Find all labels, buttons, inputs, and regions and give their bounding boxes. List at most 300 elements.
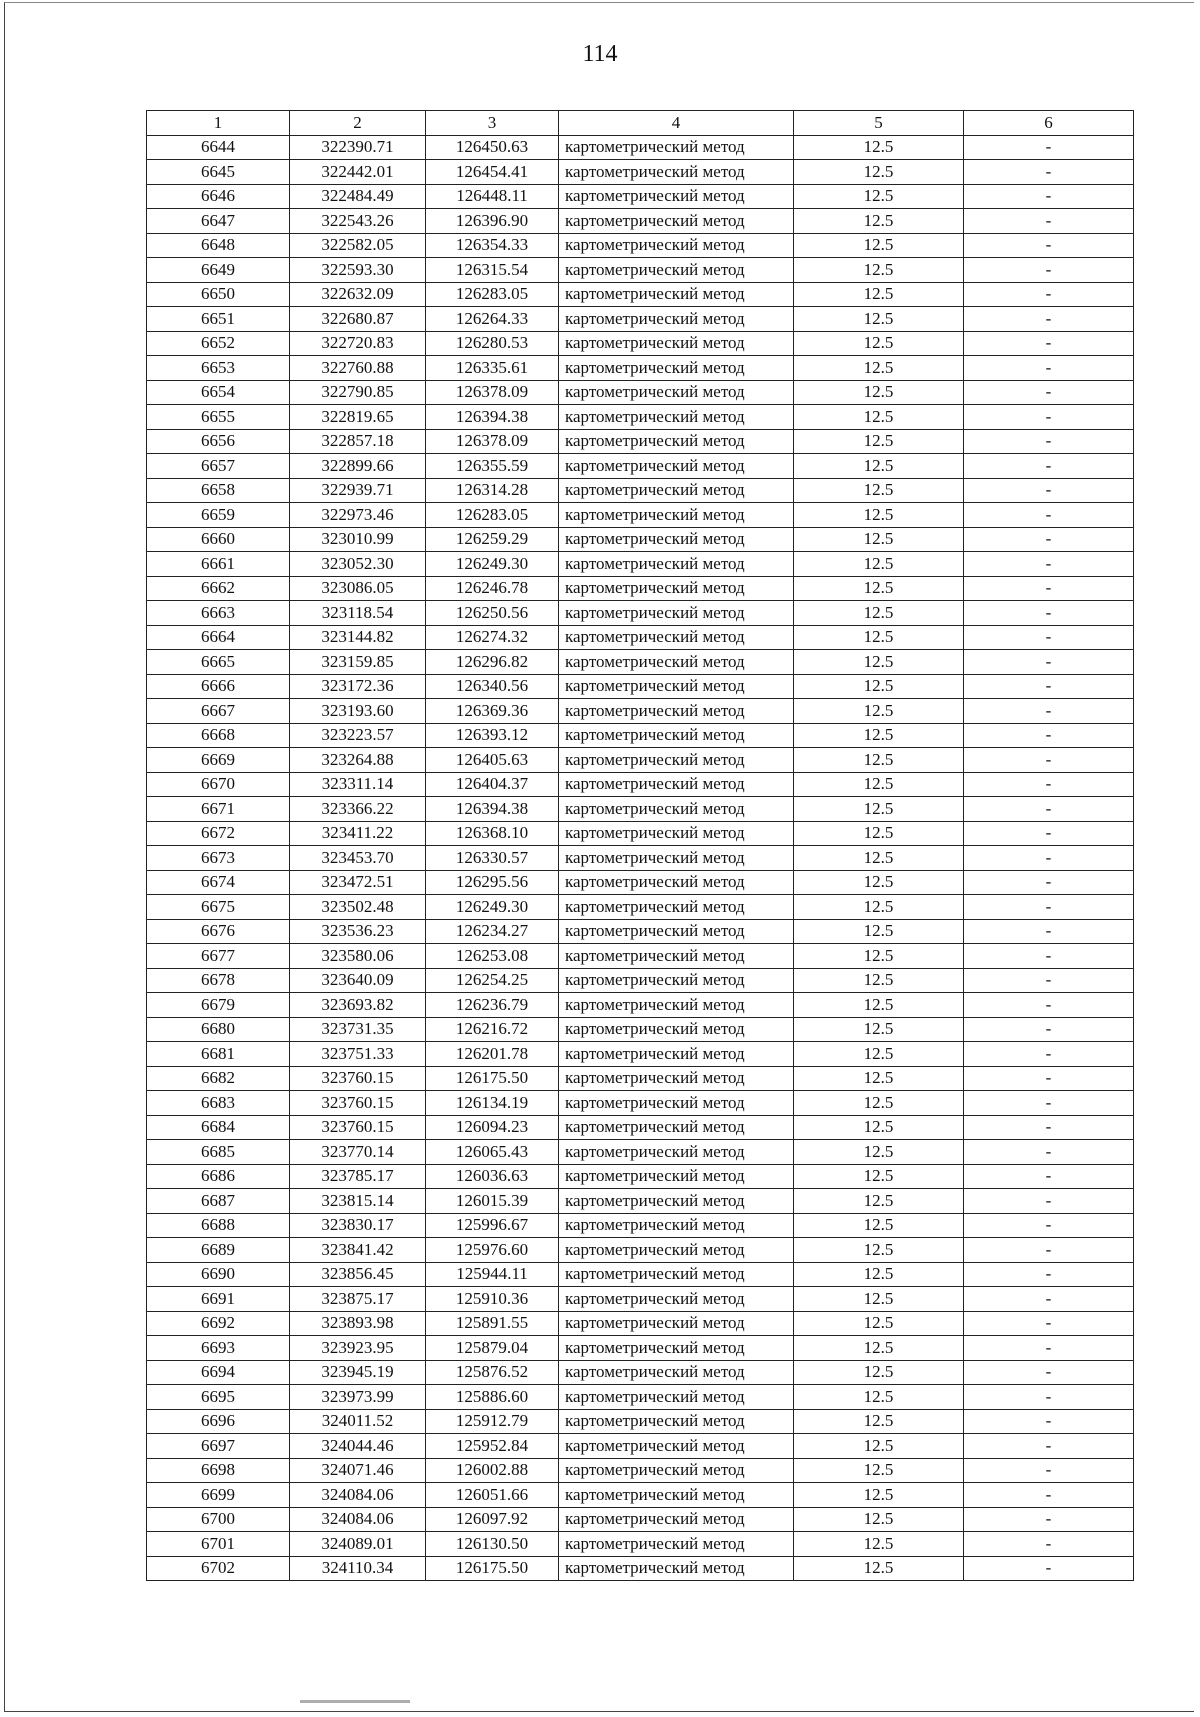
cell-y-coordinate: 126394.38	[426, 405, 559, 430]
cell-method: картометрический метод	[559, 576, 794, 601]
cell-x-coordinate: 322390.71	[290, 135, 426, 160]
cell-note: -	[964, 429, 1134, 454]
table-row	[147, 993, 1134, 1018]
cell-method: картометрический метод	[559, 944, 794, 969]
cell-method: картометрический метод	[559, 1507, 794, 1532]
cell-accuracy: 12.5	[794, 772, 964, 797]
cell-accuracy: 12.5	[794, 258, 964, 283]
cell-point-number: 6667	[147, 699, 290, 724]
cell-x-coordinate: 322442.01	[290, 160, 426, 185]
cell-y-coordinate: 126249.30	[426, 552, 559, 577]
table-row	[147, 1458, 1134, 1483]
cell-x-coordinate: 323875.17	[290, 1287, 426, 1312]
coordinates-table	[146, 110, 1134, 1581]
cell-point-number: 6668	[147, 723, 290, 748]
cell-accuracy: 12.5	[794, 1532, 964, 1557]
cell-y-coordinate: 126134.19	[426, 1091, 559, 1116]
table-body	[147, 135, 1134, 1581]
cell-method: картометрический метод	[559, 1336, 794, 1361]
cell-point-number: 6681	[147, 1042, 290, 1067]
cell-method: картометрический метод	[559, 1091, 794, 1116]
cell-method: картометрический метод	[559, 625, 794, 650]
table-row	[147, 527, 1134, 552]
cell-point-number: 6702	[147, 1556, 290, 1581]
table-row	[147, 1311, 1134, 1336]
column-header-2: 2	[290, 111, 426, 136]
cell-note: -	[964, 1262, 1134, 1287]
table-row	[147, 1115, 1134, 1140]
cell-accuracy: 12.5	[794, 135, 964, 160]
cell-x-coordinate: 323366.22	[290, 797, 426, 822]
cell-method: картометрический метод	[559, 405, 794, 430]
cell-note: -	[964, 895, 1134, 920]
cell-note: -	[964, 1115, 1134, 1140]
cell-y-coordinate: 126335.61	[426, 356, 559, 381]
cell-y-coordinate: 126234.27	[426, 919, 559, 944]
cell-note: -	[964, 478, 1134, 503]
table-row	[147, 821, 1134, 846]
cell-y-coordinate: 126254.25	[426, 968, 559, 993]
cell-y-coordinate: 125891.55	[426, 1311, 559, 1336]
cell-y-coordinate: 125944.11	[426, 1262, 559, 1287]
cell-accuracy: 12.5	[794, 356, 964, 381]
cell-point-number: 6654	[147, 380, 290, 405]
cell-note: -	[964, 625, 1134, 650]
cell-note: -	[964, 1434, 1134, 1459]
cell-note: -	[964, 968, 1134, 993]
cell-method: картометрический метод	[559, 772, 794, 797]
cell-x-coordinate: 323311.14	[290, 772, 426, 797]
cell-point-number: 6670	[147, 772, 290, 797]
cell-point-number: 6683	[147, 1091, 290, 1116]
cell-x-coordinate: 323472.51	[290, 870, 426, 895]
cell-method: картометрический метод	[559, 503, 794, 528]
table-row	[147, 356, 1134, 381]
table-row	[147, 1360, 1134, 1385]
cell-accuracy: 12.5	[794, 846, 964, 871]
cell-method: картометрический метод	[559, 674, 794, 699]
cell-accuracy: 12.5	[794, 1042, 964, 1067]
cell-y-coordinate: 125886.60	[426, 1385, 559, 1410]
cell-method: картометрический метод	[559, 919, 794, 944]
cell-point-number: 6696	[147, 1409, 290, 1434]
cell-x-coordinate: 323411.22	[290, 821, 426, 846]
cell-accuracy: 12.5	[794, 699, 964, 724]
table-row	[147, 184, 1134, 209]
cell-note: -	[964, 772, 1134, 797]
cell-y-coordinate: 126404.37	[426, 772, 559, 797]
cell-accuracy: 12.5	[794, 601, 964, 626]
cell-note: -	[964, 1532, 1134, 1557]
cell-accuracy: 12.5	[794, 1066, 964, 1091]
cell-x-coordinate: 323785.17	[290, 1164, 426, 1189]
cell-method: картометрический метод	[559, 821, 794, 846]
cell-y-coordinate: 126354.33	[426, 233, 559, 258]
cell-note: -	[964, 1066, 1134, 1091]
table-row	[147, 1066, 1134, 1091]
cell-point-number: 6644	[147, 135, 290, 160]
table-row	[147, 209, 1134, 234]
table-row	[147, 503, 1134, 528]
cell-accuracy: 12.5	[794, 1213, 964, 1238]
cell-y-coordinate: 126274.32	[426, 625, 559, 650]
cell-note: -	[964, 1287, 1134, 1312]
cell-x-coordinate: 324089.01	[290, 1532, 426, 1557]
cell-method: картометрический метод	[559, 1115, 794, 1140]
cell-y-coordinate: 126378.09	[426, 380, 559, 405]
cell-method: картометрический метод	[559, 356, 794, 381]
table-row	[147, 1262, 1134, 1287]
cell-point-number: 6645	[147, 160, 290, 185]
cell-y-coordinate: 126051.66	[426, 1483, 559, 1508]
cell-method: картометрический метод	[559, 478, 794, 503]
cell-x-coordinate: 322720.83	[290, 331, 426, 356]
cell-note: -	[964, 1483, 1134, 1508]
cell-y-coordinate: 126378.09	[426, 429, 559, 454]
cell-accuracy: 12.5	[794, 331, 964, 356]
cell-note: -	[964, 1213, 1134, 1238]
cell-y-coordinate: 126246.78	[426, 576, 559, 601]
table-row	[147, 405, 1134, 430]
cell-note: -	[964, 1360, 1134, 1385]
table-row	[147, 748, 1134, 773]
cell-point-number: 6689	[147, 1238, 290, 1263]
cell-note: -	[964, 797, 1134, 822]
cell-x-coordinate: 322857.18	[290, 429, 426, 454]
cell-x-coordinate: 322582.05	[290, 233, 426, 258]
cell-point-number: 6698	[147, 1458, 290, 1483]
cell-note: -	[964, 454, 1134, 479]
cell-x-coordinate: 323223.57	[290, 723, 426, 748]
cell-y-coordinate: 126097.92	[426, 1507, 559, 1532]
cell-method: картометрический метод	[559, 1532, 794, 1557]
table-row	[147, 674, 1134, 699]
cell-x-coordinate: 323893.98	[290, 1311, 426, 1336]
cell-point-number: 6653	[147, 356, 290, 381]
cell-x-coordinate: 324044.46	[290, 1434, 426, 1459]
cell-x-coordinate: 324084.06	[290, 1507, 426, 1532]
cell-y-coordinate: 126396.90	[426, 209, 559, 234]
cell-method: картометрический метод	[559, 209, 794, 234]
cell-accuracy: 12.5	[794, 1483, 964, 1508]
cell-note: -	[964, 1385, 1134, 1410]
cell-accuracy: 12.5	[794, 968, 964, 993]
cell-method: картометрический метод	[559, 1066, 794, 1091]
table-row	[147, 650, 1134, 675]
table-row	[147, 1189, 1134, 1214]
cell-point-number: 6646	[147, 184, 290, 209]
cell-accuracy: 12.5	[794, 454, 964, 479]
cell-accuracy: 12.5	[794, 307, 964, 332]
cell-point-number: 6680	[147, 1017, 290, 1042]
cell-point-number: 6694	[147, 1360, 290, 1385]
cell-y-coordinate: 126394.38	[426, 797, 559, 822]
cell-x-coordinate: 323760.15	[290, 1066, 426, 1091]
table-row	[147, 1238, 1134, 1263]
cell-point-number: 6661	[147, 552, 290, 577]
cell-accuracy: 12.5	[794, 1140, 964, 1165]
cell-note: -	[964, 282, 1134, 307]
cell-y-coordinate: 126296.82	[426, 650, 559, 675]
cell-point-number: 6697	[147, 1434, 290, 1459]
cell-point-number: 6671	[147, 797, 290, 822]
cell-y-coordinate: 125912.79	[426, 1409, 559, 1434]
cell-accuracy: 12.5	[794, 429, 964, 454]
cell-point-number: 6672	[147, 821, 290, 846]
cell-x-coordinate: 322819.65	[290, 405, 426, 430]
cell-accuracy: 12.5	[794, 919, 964, 944]
table-row	[147, 944, 1134, 969]
cell-method: картометрический метод	[559, 1042, 794, 1067]
cell-y-coordinate: 126236.79	[426, 993, 559, 1018]
cell-x-coordinate: 323172.36	[290, 674, 426, 699]
table-row	[147, 478, 1134, 503]
cell-method: картометрический метод	[559, 527, 794, 552]
table-row	[147, 1483, 1134, 1508]
cell-accuracy: 12.5	[794, 405, 964, 430]
cell-point-number: 6650	[147, 282, 290, 307]
cell-x-coordinate: 323144.82	[290, 625, 426, 650]
cell-y-coordinate: 126280.53	[426, 331, 559, 356]
cell-note: -	[964, 576, 1134, 601]
cell-accuracy: 12.5	[794, 1262, 964, 1287]
cell-method: картометрический метод	[559, 601, 794, 626]
cell-note: -	[964, 160, 1134, 185]
cell-note: -	[964, 1189, 1134, 1214]
cell-accuracy: 12.5	[794, 1164, 964, 1189]
cell-method: картометрический метод	[559, 846, 794, 871]
cell-method: картометрический метод	[559, 1262, 794, 1287]
cell-y-coordinate: 126002.88	[426, 1458, 559, 1483]
cell-accuracy: 12.5	[794, 1434, 964, 1459]
cell-method: картометрический метод	[559, 1458, 794, 1483]
cell-accuracy: 12.5	[794, 527, 964, 552]
cell-point-number: 6686	[147, 1164, 290, 1189]
cell-point-number: 6688	[147, 1213, 290, 1238]
cell-x-coordinate: 324110.34	[290, 1556, 426, 1581]
cell-note: -	[964, 1336, 1134, 1361]
cell-accuracy: 12.5	[794, 944, 964, 969]
cell-accuracy: 12.5	[794, 674, 964, 699]
cell-y-coordinate: 125876.52	[426, 1360, 559, 1385]
cell-method: картометрический метод	[559, 968, 794, 993]
cell-accuracy: 12.5	[794, 552, 964, 577]
cell-note: -	[964, 699, 1134, 724]
cell-accuracy: 12.5	[794, 625, 964, 650]
cell-x-coordinate: 323580.06	[290, 944, 426, 969]
table-row	[147, 625, 1134, 650]
cell-method: картометрический метод	[559, 307, 794, 332]
cell-method: картометрический метод	[559, 1385, 794, 1410]
cell-y-coordinate: 126283.05	[426, 282, 559, 307]
cell-accuracy: 12.5	[794, 478, 964, 503]
cell-point-number: 6692	[147, 1311, 290, 1336]
cell-y-coordinate: 126175.50	[426, 1066, 559, 1091]
cell-note: -	[964, 919, 1134, 944]
cell-note: -	[964, 184, 1134, 209]
cell-x-coordinate: 323945.19	[290, 1360, 426, 1385]
cell-point-number: 6652	[147, 331, 290, 356]
table-row	[147, 380, 1134, 405]
cell-note: -	[964, 258, 1134, 283]
cell-method: картометрический метод	[559, 1556, 794, 1581]
cell-accuracy: 12.5	[794, 1091, 964, 1116]
cell-y-coordinate: 125952.84	[426, 1434, 559, 1459]
cell-note: -	[964, 380, 1134, 405]
cell-method: картометрический метод	[559, 1483, 794, 1508]
cell-y-coordinate: 126250.56	[426, 601, 559, 626]
column-header-3: 3	[426, 111, 559, 136]
cell-method: картометрический метод	[559, 282, 794, 307]
cell-note: -	[964, 1311, 1134, 1336]
table-row	[147, 1409, 1134, 1434]
cell-point-number: 6678	[147, 968, 290, 993]
cell-method: картометрический метод	[559, 160, 794, 185]
cell-accuracy: 12.5	[794, 797, 964, 822]
cell-accuracy: 12.5	[794, 380, 964, 405]
table-row	[147, 258, 1134, 283]
cell-x-coordinate: 322939.71	[290, 478, 426, 503]
cell-x-coordinate: 323086.05	[290, 576, 426, 601]
cell-x-coordinate: 323159.85	[290, 650, 426, 675]
column-header-4: 4	[559, 111, 794, 136]
cell-note: -	[964, 1164, 1134, 1189]
table-row	[147, 282, 1134, 307]
cell-accuracy: 12.5	[794, 1556, 964, 1581]
cell-point-number: 6695	[147, 1385, 290, 1410]
cell-method: картометрический метод	[559, 699, 794, 724]
cell-x-coordinate: 322484.49	[290, 184, 426, 209]
cell-point-number: 6700	[147, 1507, 290, 1532]
cell-note: -	[964, 331, 1134, 356]
cell-x-coordinate: 322790.85	[290, 380, 426, 405]
cell-y-coordinate: 126175.50	[426, 1556, 559, 1581]
cell-method: картометрический метод	[559, 1287, 794, 1312]
page-number: 114	[582, 41, 618, 67]
column-header-6: 6	[964, 111, 1134, 136]
cell-note: -	[964, 944, 1134, 969]
cell-accuracy: 12.5	[794, 184, 964, 209]
cell-point-number: 6675	[147, 895, 290, 920]
cell-x-coordinate: 323815.14	[290, 1189, 426, 1214]
table-row	[147, 454, 1134, 479]
cell-x-coordinate: 323841.42	[290, 1238, 426, 1263]
cell-point-number: 6663	[147, 601, 290, 626]
table-row	[147, 968, 1134, 993]
cell-point-number: 6684	[147, 1115, 290, 1140]
cell-accuracy: 12.5	[794, 1238, 964, 1263]
cell-accuracy: 12.5	[794, 233, 964, 258]
cell-note: -	[964, 233, 1134, 258]
cell-note: -	[964, 405, 1134, 430]
cell-y-coordinate: 126253.08	[426, 944, 559, 969]
cell-x-coordinate: 323923.95	[290, 1336, 426, 1361]
cell-method: картометрический метод	[559, 552, 794, 577]
cell-y-coordinate: 126448.11	[426, 184, 559, 209]
cell-point-number: 6658	[147, 478, 290, 503]
cell-method: картометрический метод	[559, 454, 794, 479]
cell-x-coordinate: 323640.09	[290, 968, 426, 993]
table-header-row	[147, 111, 1134, 136]
cell-x-coordinate: 323770.14	[290, 1140, 426, 1165]
cell-point-number: 6659	[147, 503, 290, 528]
column-header-5: 5	[794, 111, 964, 136]
cell-method: картометрический метод	[559, 870, 794, 895]
cell-x-coordinate: 322593.30	[290, 258, 426, 283]
cell-x-coordinate: 323052.30	[290, 552, 426, 577]
cell-note: -	[964, 1042, 1134, 1067]
cell-accuracy: 12.5	[794, 1336, 964, 1361]
cell-note: -	[964, 527, 1134, 552]
cell-point-number: 6666	[147, 674, 290, 699]
table-row	[147, 135, 1134, 160]
cell-note: -	[964, 1091, 1134, 1116]
cell-note: -	[964, 821, 1134, 846]
cell-method: картометрический метод	[559, 380, 794, 405]
cell-method: картометрический метод	[559, 723, 794, 748]
cell-note: -	[964, 1458, 1134, 1483]
cell-x-coordinate: 324071.46	[290, 1458, 426, 1483]
cell-method: картометрический метод	[559, 895, 794, 920]
cell-y-coordinate: 126094.23	[426, 1115, 559, 1140]
cell-y-coordinate: 126405.63	[426, 748, 559, 773]
cell-method: картометрический метод	[559, 1213, 794, 1238]
cell-method: картометрический метод	[559, 993, 794, 1018]
cell-x-coordinate: 323193.60	[290, 699, 426, 724]
cell-method: картометрический метод	[559, 258, 794, 283]
cell-point-number: 6657	[147, 454, 290, 479]
cell-method: картометрический метод	[559, 1238, 794, 1263]
cell-y-coordinate: 126036.63	[426, 1164, 559, 1189]
cell-y-coordinate: 126330.57	[426, 846, 559, 871]
table-row	[147, 772, 1134, 797]
cell-point-number: 6677	[147, 944, 290, 969]
table-row	[147, 797, 1134, 822]
table-row	[147, 1336, 1134, 1361]
cell-x-coordinate: 323830.17	[290, 1213, 426, 1238]
cell-point-number: 6676	[147, 919, 290, 944]
cell-accuracy: 12.5	[794, 870, 964, 895]
cell-point-number: 6691	[147, 1287, 290, 1312]
table-row	[147, 1434, 1134, 1459]
cell-x-coordinate: 322899.66	[290, 454, 426, 479]
cell-point-number: 6687	[147, 1189, 290, 1214]
cell-x-coordinate: 322543.26	[290, 209, 426, 234]
cell-accuracy: 12.5	[794, 1311, 964, 1336]
cell-method: картометрический метод	[559, 184, 794, 209]
cell-y-coordinate: 126314.28	[426, 478, 559, 503]
cell-y-coordinate: 125996.67	[426, 1213, 559, 1238]
cell-y-coordinate: 126355.59	[426, 454, 559, 479]
cell-note: -	[964, 135, 1134, 160]
cell-accuracy: 12.5	[794, 282, 964, 307]
cell-method: картометрический метод	[559, 748, 794, 773]
cell-method: картометрический метод	[559, 233, 794, 258]
cell-y-coordinate: 126249.30	[426, 895, 559, 920]
cell-x-coordinate: 324084.06	[290, 1483, 426, 1508]
cell-point-number: 6674	[147, 870, 290, 895]
cell-accuracy: 12.5	[794, 895, 964, 920]
cell-x-coordinate: 323731.35	[290, 1017, 426, 1042]
cell-y-coordinate: 126130.50	[426, 1532, 559, 1557]
cell-note: -	[964, 209, 1134, 234]
table-row	[147, 576, 1134, 601]
cell-accuracy: 12.5	[794, 1507, 964, 1532]
cell-y-coordinate: 126295.56	[426, 870, 559, 895]
table-row	[147, 1140, 1134, 1165]
table-row	[147, 1164, 1134, 1189]
cell-x-coordinate: 322632.09	[290, 282, 426, 307]
